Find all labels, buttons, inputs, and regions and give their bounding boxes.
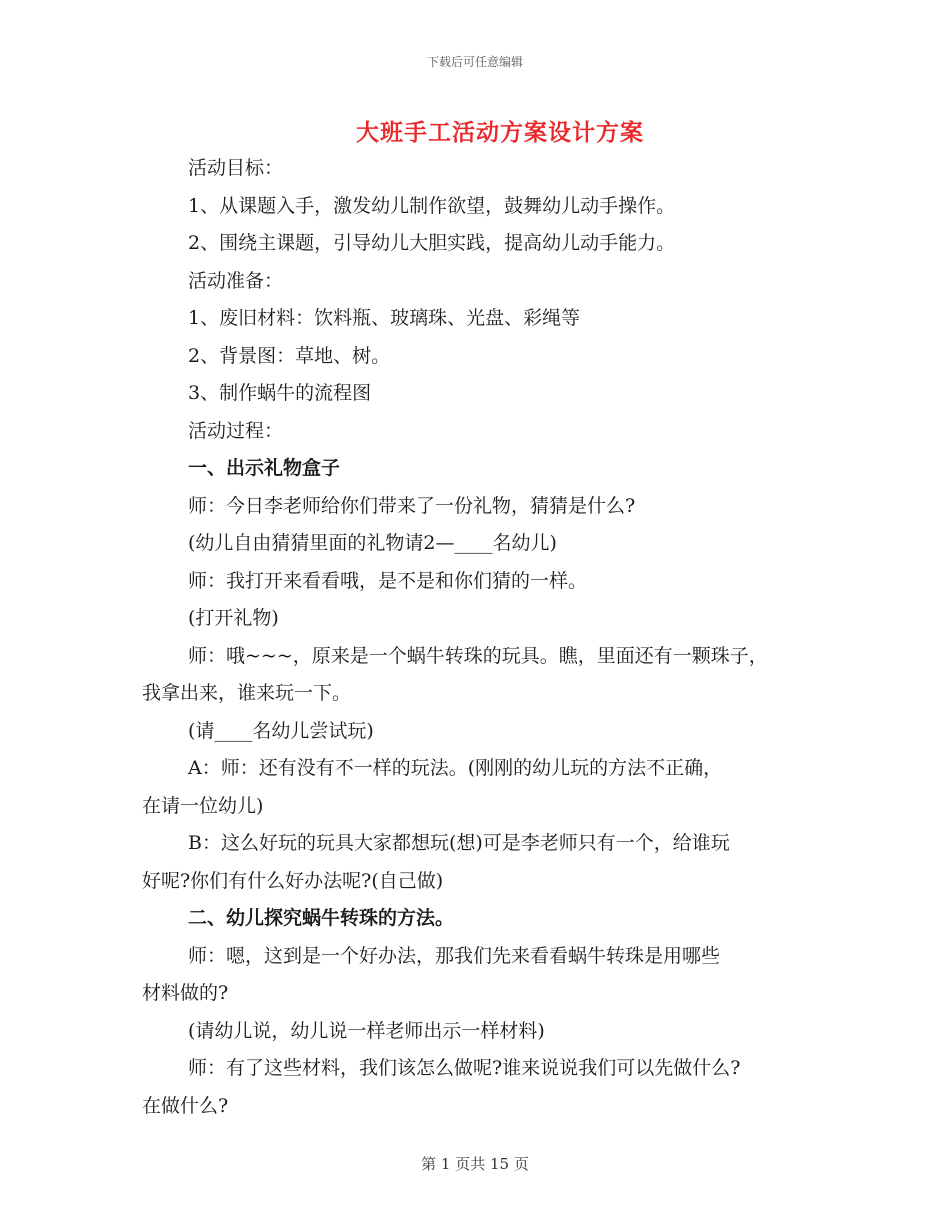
section-heading: 一、出示礼物盒子 [188, 457, 341, 479]
document-body [142, 150, 832, 1125]
paragraph-line: 师：有了这些材料，我们该怎么做呢?谁来说说我们可以先做什么? [188, 1057, 741, 1079]
paragraph-line: 在请一位幼儿) [142, 794, 264, 817]
paragraph-line: 师：今日李老师给你们带来了一份礼物，猜猜是什么? [188, 494, 636, 517]
paragraph-line: 我拿出来，谁来玩一下。 [142, 682, 352, 704]
document-title: 大班手工活动方案设计方案 [356, 119, 644, 146]
page-number: 第 1 页共 15 页 [421, 1155, 529, 1173]
paragraph-line: 1、废旧材料：饮料瓶、玻璃珠、光盘、彩绳等 [188, 307, 581, 329]
paragraph-line: 在做什么? [142, 1094, 229, 1117]
paragraph-line: 活动准备： [188, 269, 284, 292]
paragraph-line: 3、制作蜗牛的流程图 [188, 382, 372, 404]
paragraph-line: 1、从课题入手，激发幼儿制作欲望，鼓舞幼儿动手操作。 [188, 194, 676, 217]
paragraph-line: (打开礼物) [188, 607, 279, 629]
paragraph-line: 活动目标： [188, 157, 284, 179]
section-heading: 二、幼儿探究蜗牛转珠的方法。 [188, 907, 455, 929]
paragraph-line: 2、背景图：草地、树。 [188, 344, 391, 367]
paragraph-line: 好呢?你们有什么好办法呢?(自己做) [142, 869, 444, 892]
header-note: 下载后可任意编辑 [426, 55, 523, 69]
paragraph-line: 2、围绕主课题，引导幼儿大胆实践，提高幼儿动手能力。 [188, 232, 676, 254]
paragraph-line: 师：哦~~~，原来是一个蜗牛转珠的玩具。瞧，里面还有一颗珠子， [188, 644, 768, 667]
paragraph-line: (幼儿自由猜猜里面的礼物请2—____名幼儿) [188, 532, 557, 554]
paragraph-line: (请幼儿说，幼儿说一样老师出示一样材料) [188, 1019, 545, 1042]
paragraph-line: (请____名幼儿尝试玩) [188, 719, 374, 742]
paragraph-line: 材料做的? [142, 982, 229, 1004]
paragraph-line: 师：嗯，这到是一个好办法，那我们先来看看蜗牛转珠是用哪些 [188, 944, 721, 967]
paragraph-line: 活动过程： [188, 419, 284, 442]
paragraph-line: 师：我打开来看看哦，是不是和你们猜的一样。 [188, 569, 588, 592]
paragraph-line: B：这么好玩的玩具大家都想玩(想)可是李老师只有一个，给谁玩 [188, 832, 730, 854]
paragraph-line: A：师：还有没有不一样的玩法。(刚刚的幼儿玩的方法不正确， [188, 757, 723, 779]
